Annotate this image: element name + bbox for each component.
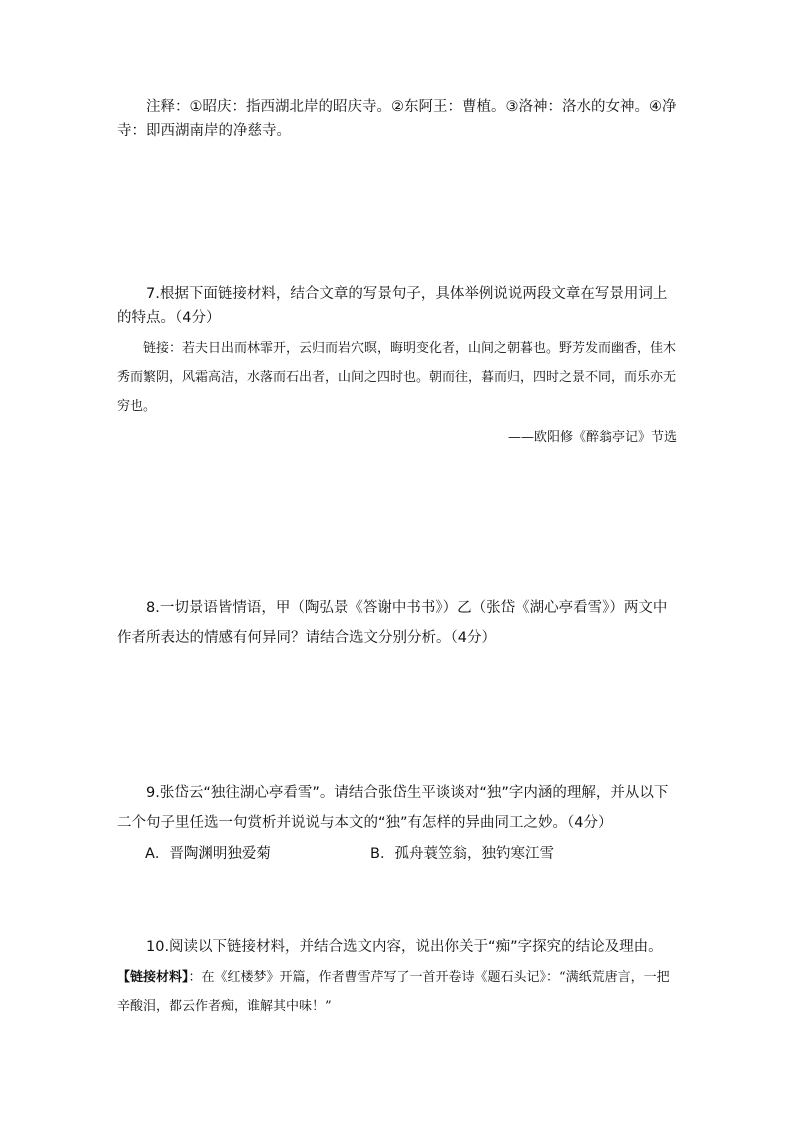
- q10-link-material: [117, 963, 677, 1021]
- q10-link-label: 【链接材料】: [117, 970, 189, 985]
- q7-stem: 7.根据下面链接材料，结合文章的写景句子，具体举例说说两段文章在写景用词上的特点。（4分）: [117, 286, 668, 326]
- question-8: [117, 593, 677, 653]
- q8-stem: 8.一切景语皆情语，甲（陶弘景《答谢中书书》）乙（张岱《湖心亭看雪》）两文中作者所表达的情感有何异同？请结合选文分别分析。（4分）: [117, 600, 668, 646]
- q9-option-a: A．晋陶渊明独爱菊: [145, 846, 271, 862]
- q9-option-b: B．孤舟蓑笠翁，独钓寒江雪: [370, 846, 554, 862]
- q10-stem: 10.阅读以下链接材料，并结合选文内容，说出你关于“痴”字探究的结论及理由。: [146, 939, 663, 955]
- question-9: [117, 778, 677, 866]
- note-text: 注释：①昭庆：指西湖北岸的昭庆寺。②东阿王：曹植。③洛神：洛水的女神。④净寺：即西湖南岸的净慈寺。: [117, 99, 677, 139]
- q7-source: ——欧阳修《醉翁亭记》节选: [507, 430, 677, 445]
- question-10: [117, 935, 677, 1021]
- q7-link-material: 链接：若夫日出而林霏开，云归而岩穴暝，晦明变化者，山间之朝暮也。野芳发而幽香，佳木秀而繁阴，风霜高洁，水落而石出者，山间之四时也。朝而往，暮而归，四时之景不同，而乐亦无穷也。: [117, 341, 677, 414]
- q9-options: [117, 842, 677, 866]
- q10-link-text: ：在《红楼梦》开篇，作者曹雪芹写了一首开卷诗《题石头记》：“满纸荒唐言，一把辛酸泪，都云作者痴，谁解其中味！”: [117, 970, 670, 1014]
- annotation-note: [117, 95, 677, 143]
- q9-stem: 9.张岱云“独往湖心亭看雪”。请结合张岱生平谈谈对“独”字内涵的理解，并从以下二个句子里任选一句赏析并说说与本文的“独”有怎样的异曲同工之妙。（4分）: [117, 785, 669, 831]
- question-7: [117, 282, 677, 452]
